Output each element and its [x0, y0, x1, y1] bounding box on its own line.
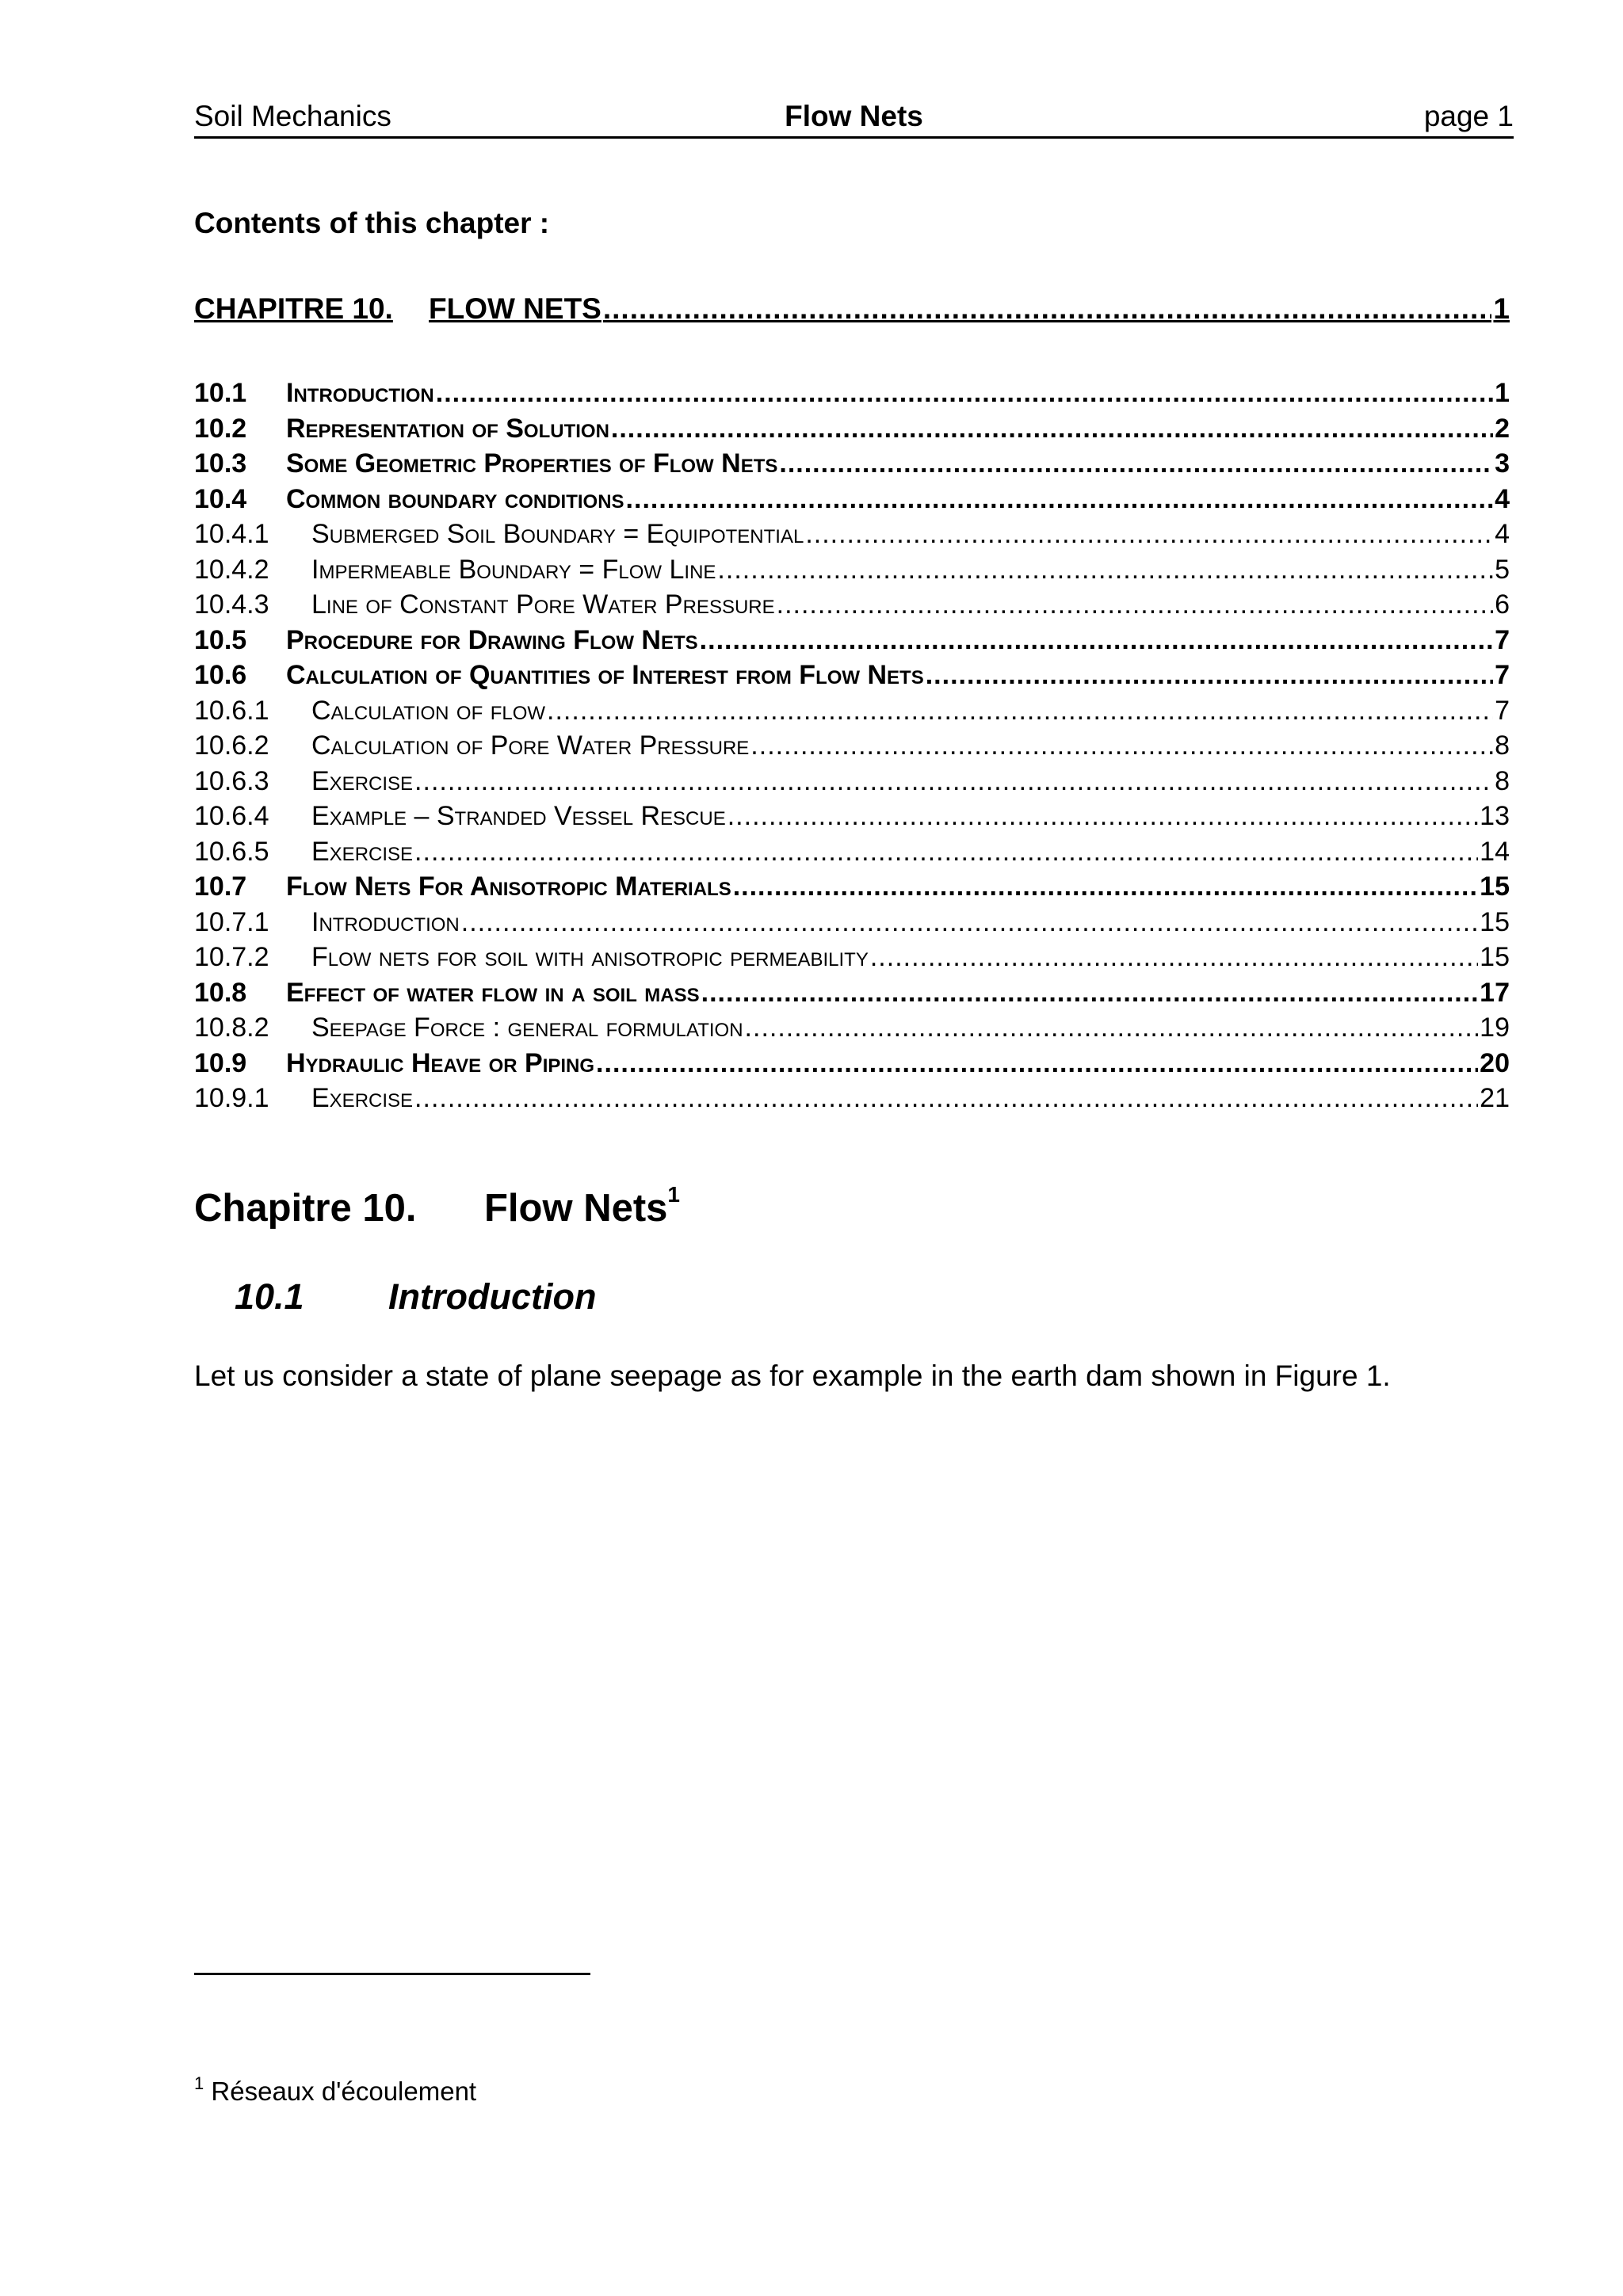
toc-entry-title: Introduction	[311, 906, 460, 937]
toc-entry-page: 7	[1495, 695, 1510, 726]
toc-chapter-title: FLOW NETS	[429, 292, 601, 325]
toc-dot-leader	[733, 869, 1478, 905]
toc-dot-leader	[603, 289, 1492, 329]
toc-entry-title: Effect of water flow in a soil mass	[286, 977, 700, 1008]
toc-entry-page: 5	[1495, 554, 1510, 585]
toc-entry[interactable]	[194, 693, 1510, 729]
chapter-title: Flow Nets	[484, 1187, 668, 1230]
toc-entry[interactable]	[194, 940, 1510, 975]
toc-entry[interactable]	[194, 905, 1510, 940]
toc-entry[interactable]	[194, 446, 1510, 482]
toc-dot-leader	[717, 552, 1493, 588]
toc-chapter-entry	[194, 289, 1510, 329]
toc-entry-page: 2	[1495, 413, 1510, 444]
toc-entry-title: Flow Nets For Anisotropic Materials	[286, 871, 731, 902]
toc-entry[interactable]	[194, 1010, 1510, 1046]
toc-entry[interactable]	[194, 658, 1510, 693]
toc-dot-leader	[701, 975, 1479, 1011]
toc-entry-number: 10.2	[194, 413, 247, 444]
toc-entry[interactable]	[194, 411, 1510, 447]
toc-entry-title: Exercise	[311, 765, 414, 796]
toc-entry-page: 13	[1480, 801, 1510, 831]
toc-entry-title: Calculation of Quantities of Interest from Flow Nets	[286, 660, 924, 690]
toc-entry[interactable]	[194, 482, 1510, 517]
toc-entry[interactable]	[194, 1046, 1510, 1081]
toc-entry-number: 10.6.3	[194, 765, 269, 796]
section-title: Introduction	[388, 1276, 597, 1317]
footnote-text: Réseaux d'écoulement	[204, 2077, 477, 2106]
toc-entry-title: Impermeable Boundary = Flow Line	[311, 554, 716, 585]
toc-entry[interactable]	[194, 799, 1510, 834]
toc-entry-page: 8	[1495, 765, 1510, 796]
toc-entry-title: Flow nets for soil with anisotropic permeability	[311, 942, 869, 972]
toc-entry-title: Exercise	[311, 836, 414, 867]
toc-entry-number: 10.7	[194, 871, 247, 902]
running-header	[194, 97, 1514, 139]
chapter-heading	[194, 1180, 680, 1236]
toc-dot-leader	[750, 728, 1493, 764]
toc-entry-number: 10.6	[194, 660, 247, 690]
toc-entry[interactable]	[194, 587, 1510, 623]
body-paragraph: Let us consider a state of plane seepage as for example in the earth dam shown in Figure 1.	[194, 1360, 1391, 1392]
toc-entry-title: Exercise	[311, 1083, 414, 1113]
toc-entry-title: Seepage Force : general formulation	[311, 1013, 743, 1043]
toc-entry-title: Some Geometric Properties of Flow Nets	[286, 448, 778, 479]
toc-entry-number: 10.9.1	[194, 1083, 269, 1113]
toc-entry-number: 10.6.2	[194, 730, 269, 761]
toc-entry-page: 14	[1480, 836, 1510, 867]
toc-entry-page: 21	[1480, 1083, 1510, 1113]
toc-dot-leader	[626, 482, 1494, 517]
toc-entry-number: 10.4	[194, 483, 247, 514]
toc-entry[interactable]	[194, 376, 1510, 411]
toc-chapter-link[interactable]	[194, 289, 1510, 329]
toc-entry-page: 7	[1495, 624, 1510, 655]
toc-dot-leader	[414, 764, 1493, 799]
toc-entry-number: 10.8	[194, 977, 247, 1008]
toc-entry-page: 7	[1495, 660, 1510, 690]
section-heading	[235, 1272, 596, 1322]
toc-entry-number: 10.1	[194, 378, 247, 408]
toc-entry-page: 15	[1480, 906, 1510, 937]
toc-entry-number: 10.4.3	[194, 589, 269, 620]
toc-entry-title: Common boundary conditions	[286, 483, 624, 514]
toc-entry-page: 17	[1480, 977, 1510, 1008]
toc-entry[interactable]	[194, 552, 1510, 588]
header-chapter-title: Flow Nets	[785, 100, 923, 132]
toc-chapter-number: CHAPITRE 10.	[194, 292, 393, 325]
toc-entry-number: 10.4.2	[194, 554, 269, 585]
toc-dot-leader	[414, 834, 1478, 870]
toc-entry-number: 10.7.2	[194, 942, 269, 972]
toc-entry-page: 1	[1495, 378, 1510, 408]
toc-entry-page: 4	[1495, 519, 1510, 549]
toc-entry[interactable]	[194, 869, 1510, 905]
toc-dot-leader	[436, 376, 1493, 411]
chapter-number: Chapitre 10.	[194, 1187, 417, 1230]
footnote-reference[interactable]: 1	[667, 1182, 680, 1207]
toc-dot-leader	[727, 799, 1478, 834]
toc-entry-number: 10.3	[194, 448, 247, 479]
toc-dot-leader	[926, 658, 1493, 693]
footnote-separator	[194, 1973, 590, 1975]
toc-entry[interactable]	[194, 1081, 1510, 1116]
toc-entry-title: Hydraulic Heave or Piping	[286, 1047, 595, 1078]
toc-entry-title: Example – Stranded Vessel Rescue	[311, 801, 726, 831]
toc-entry-number: 10.4.1	[194, 519, 269, 549]
toc-chapter-page: 1	[1493, 292, 1510, 325]
toc-entry-title: Calculation of Pore Water Pressure	[311, 730, 750, 761]
header-book-title: Soil Mechanics	[194, 100, 391, 132]
toc-dot-leader	[870, 940, 1478, 975]
table-of-contents	[194, 376, 1510, 1116]
toc-entry-number: 10.9	[194, 1047, 247, 1078]
toc-dot-leader	[547, 693, 1493, 729]
toc-entry[interactable]	[194, 764, 1510, 799]
toc-dot-leader	[745, 1010, 1479, 1046]
toc-entry-page: 3	[1495, 448, 1510, 479]
toc-entry[interactable]	[194, 623, 1510, 658]
toc-dot-leader	[414, 1081, 1478, 1116]
header-page-number: page 1	[1423, 100, 1514, 132]
toc-entry-page: 19	[1480, 1013, 1510, 1043]
contents-heading: Contents of this chapter :	[194, 207, 550, 239]
toc-entry-number: 10.6.5	[194, 836, 269, 867]
toc-entry-title: Representation of Solution	[286, 413, 609, 444]
toc-dot-leader	[596, 1046, 1478, 1081]
toc-dot-leader	[611, 411, 1493, 447]
toc-entry[interactable]	[194, 834, 1510, 870]
toc-entry-title: Submerged Soil Boundary = Equipotential	[311, 519, 804, 549]
toc-dot-leader	[700, 623, 1493, 658]
toc-entry-page: 15	[1480, 942, 1510, 972]
toc-entry-title: Introduction	[286, 378, 434, 408]
toc-dot-leader	[777, 587, 1493, 623]
toc-dot-leader	[805, 517, 1493, 552]
toc-entry-number: 10.6.1	[194, 695, 269, 726]
toc-entry[interactable]	[194, 728, 1510, 764]
toc-dot-leader	[461, 905, 1478, 940]
footnote-marker: 1	[194, 2073, 204, 2093]
toc-dot-leader	[779, 446, 1493, 482]
toc-entry-page: 4	[1495, 483, 1510, 514]
toc-entry-page: 6	[1495, 589, 1510, 620]
footnote	[194, 2074, 476, 2109]
toc-entry-title: Line of Constant Pore Water Pressure	[311, 589, 775, 620]
toc-entry-page: 20	[1480, 1047, 1510, 1078]
toc-entry-number: 10.8.2	[194, 1013, 269, 1043]
toc-entry-title: Procedure for Drawing Flow Nets	[286, 624, 698, 655]
toc-entry-title: Calculation of flow	[311, 695, 546, 726]
toc-entry-number: 10.7.1	[194, 906, 269, 937]
toc-entry-page: 15	[1480, 871, 1510, 902]
toc-entry-number: 10.5	[194, 624, 247, 655]
section-number: 10.1	[235, 1276, 304, 1317]
toc-entry-number: 10.6.4	[194, 801, 269, 831]
toc-entry[interactable]	[194, 517, 1510, 552]
toc-entry[interactable]	[194, 975, 1510, 1011]
toc-entry-page: 8	[1495, 730, 1510, 761]
